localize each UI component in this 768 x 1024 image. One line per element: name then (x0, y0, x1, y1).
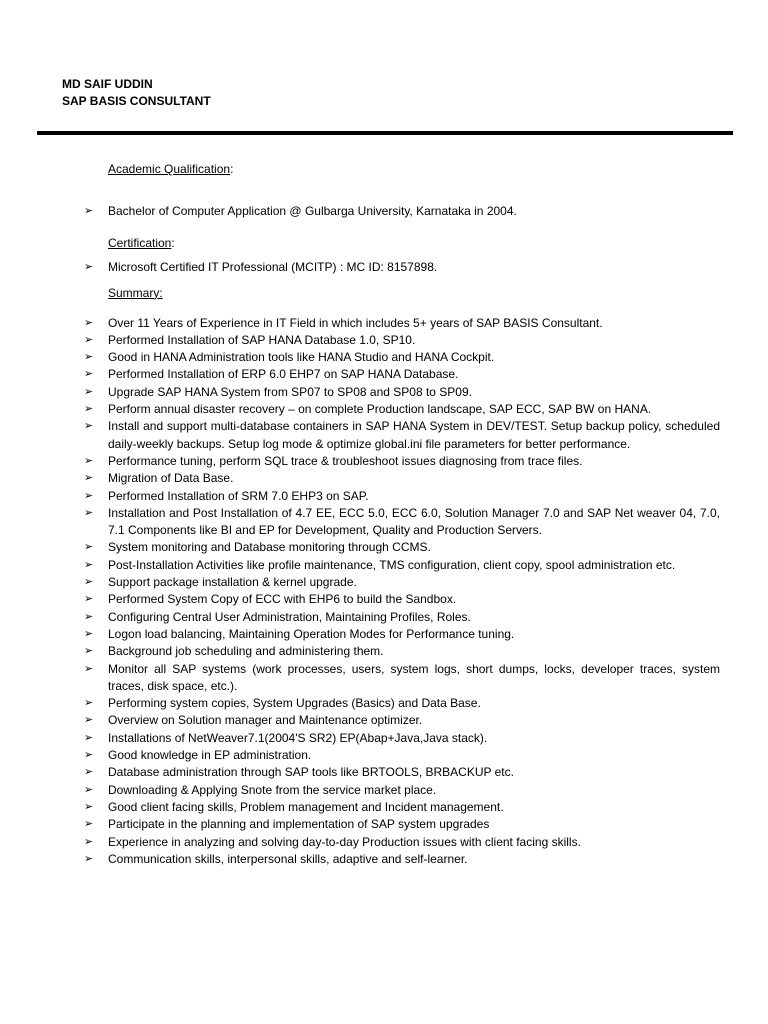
list-item (84, 401, 720, 418)
arrowhead-bullet-icon: ➢ (84, 205, 94, 217)
section-title-certification-suffix: : (171, 236, 175, 251)
summary-list (84, 315, 720, 869)
list-item-text: Performed System Copy of ECC with EHP6 to build the Sandbox. (108, 592, 457, 607)
list-item-text: System monitoring and Database monitoring through CCMS. (108, 540, 431, 555)
academic-list (84, 203, 720, 220)
certification-list (84, 259, 720, 276)
section-title-academic (108, 161, 720, 178)
list-item (84, 782, 720, 799)
list-item (84, 816, 720, 833)
list-item (84, 384, 720, 401)
arrowhead-bullet-icon: ➢ (84, 835, 94, 848)
arrowhead-bullet-icon: ➢ (84, 697, 94, 710)
list-item-text: Install and support multi-database containers in SAP HANA System in DEV/TEST. Setup backup policy, scheduled daily-weekly backups. Setup log mode & optimize global.ini file parameters for better performance. (108, 419, 720, 451)
list-item (84, 557, 720, 574)
list-item-text: Good in HANA Administration tools like HANA Studio and HANA Cockpit. (108, 350, 495, 365)
arrowhead-bullet-icon: ➢ (84, 316, 94, 329)
list-item-text: Communication skills, interpersonal skills, adaptive and self-learner. (108, 851, 468, 866)
list-item (84, 488, 720, 505)
arrowhead-bullet-icon: ➢ (84, 351, 94, 364)
resume-body (84, 161, 720, 868)
list-item-text: Migration of Data Base. (108, 471, 234, 486)
list-item (84, 418, 720, 453)
arrowhead-bullet-icon: ➢ (84, 368, 94, 381)
list-item (84, 539, 720, 556)
arrowhead-bullet-icon: ➢ (84, 403, 94, 416)
list-item-text: Over 11 Years of Experience in IT Field in which includes 5+ years of SAP BASIS Consultant. (108, 315, 603, 330)
list-item (84, 730, 720, 747)
arrowhead-bullet-icon: ➢ (84, 731, 94, 744)
list-item (84, 834, 720, 851)
arrowhead-bullet-icon: ➢ (84, 541, 94, 554)
arrowhead-bullet-icon: ➢ (84, 576, 94, 589)
list-item-text: Performance tuning, perform SQL trace & troubleshoot issues diagnosing from trace files. (108, 453, 583, 468)
list-item (84, 470, 720, 487)
list-item (84, 366, 720, 383)
list-item-text: Perform annual disaster recovery – on complete Production landscape, SAP ECC, SAP BW on HANA. (108, 402, 652, 417)
arrowhead-bullet-icon: ➢ (84, 766, 94, 779)
list-item-text: Experience in analyzing and solving day-to-day Production issues with client facing skills. (108, 834, 581, 849)
section-title-academic-suffix: : (230, 162, 234, 176)
list-item (84, 643, 720, 660)
arrowhead-bullet-icon: ➢ (84, 818, 94, 831)
list-item-text: Good knowledge in EP administration. (108, 748, 312, 763)
list-item (84, 609, 720, 626)
list-item (84, 349, 720, 366)
arrowhead-bullet-icon: ➢ (84, 610, 94, 623)
list-item (84, 626, 720, 643)
list-item (84, 505, 720, 540)
list-item-text: Configuring Central User Administration, Maintaining Profiles, Roles. (108, 609, 471, 624)
list-item-text: Database administration through SAP tools like BRTOOLS, BRBACKUP etc. (108, 765, 514, 780)
list-item-text: Overview on Solution manager and Maintenance optimizer. (108, 713, 423, 728)
arrowhead-bullet-icon: ➢ (84, 783, 94, 796)
list-item-text: Performing system copies, System Upgrades (Basics) and Data Base. (108, 696, 481, 711)
arrowhead-bullet-icon: ➢ (84, 662, 94, 675)
section-title-summary (108, 285, 720, 302)
section-title-certification (108, 235, 720, 252)
arrowhead-bullet-icon: ➢ (84, 645, 94, 658)
arrowhead-bullet-icon: ➢ (84, 385, 94, 398)
arrowhead-bullet-icon: ➢ (84, 261, 94, 274)
arrowhead-bullet-icon: ➢ (84, 852, 94, 865)
list-item-text: Performed Installation of SRM 7.0 EHP3 on SAP. (108, 488, 369, 503)
list-item-text: Post-Installation Activities like profile maintenance, TMS configuration, client copy, spool administration etc. (108, 557, 676, 572)
arrowhead-bullet-icon: ➢ (84, 593, 94, 606)
list-item (84, 574, 720, 591)
arrowhead-bullet-icon: ➢ (84, 749, 94, 762)
candidate-title: SAP BASIS CONSULTANT (62, 94, 211, 108)
list-item-text: Participate in the planning and implementation of SAP system upgrades (108, 817, 490, 832)
resume-header (62, 76, 211, 110)
header-divider (37, 131, 733, 135)
list-item-text: Downloading & Applying Snote from the service market place. (108, 782, 437, 797)
list-item-text: Good client facing skills, Problem management and Incident management. (108, 799, 504, 814)
list-item-text: Logon load balancing, Maintaining Operation Modes for Performance tuning. (108, 626, 515, 641)
list-item-text: Background job scheduling and administering them. (108, 644, 384, 659)
list-item (84, 315, 720, 332)
list-item-text: Installations of NetWeaver7.1(2004'S SR2) EP(Abap+Java,Java stack). (108, 730, 488, 745)
list-item (84, 747, 720, 764)
arrowhead-bullet-icon: ➢ (84, 472, 94, 485)
section-title-academic-text: Academic Qualification (108, 162, 231, 176)
list-item-text: Performed Installation of ERP 6.0 EHP7 on SAP HANA Database. (108, 367, 459, 382)
list-item (84, 259, 720, 276)
arrowhead-bullet-icon: ➢ (84, 454, 94, 467)
section-title-summary-text: Summary: (108, 285, 163, 300)
candidate-name: MD SAIF UDDIN (62, 77, 153, 91)
list-item (84, 591, 720, 608)
list-item-text: Microsoft Certified IT Professional (MCITP) : MC ID: 8157898. (108, 260, 438, 275)
list-item (84, 332, 720, 349)
list-item (84, 661, 720, 696)
list-item (84, 695, 720, 712)
list-item-text: Monitor all SAP systems (work processes, users, system logs, short dumps, locks, developer traces, system traces, disk space, etc.). (108, 661, 720, 693)
list-item-text: Bachelor of Computer Application @ Gulbarga University, Karnataka in 2004. (108, 204, 517, 218)
list-item (84, 764, 720, 781)
list-item-text: Support package installation & kernel upgrade. (108, 575, 357, 590)
arrowhead-bullet-icon: ➢ (84, 558, 94, 571)
list-item (84, 712, 720, 729)
section-title-certification-text: Certification (108, 236, 172, 251)
arrowhead-bullet-icon: ➢ (84, 333, 94, 346)
arrowhead-bullet-icon: ➢ (84, 489, 94, 502)
list-item (84, 203, 720, 220)
arrowhead-bullet-icon: ➢ (84, 420, 94, 433)
arrowhead-bullet-icon: ➢ (84, 800, 94, 813)
list-item-text: Performed Installation of SAP HANA Database 1.0, SP10. (108, 332, 416, 347)
list-item (84, 799, 720, 816)
arrowhead-bullet-icon: ➢ (84, 627, 94, 640)
arrowhead-bullet-icon: ➢ (84, 714, 94, 727)
list-item-text: Upgrade SAP HANA System from SP07 to SP08 and SP08 to SP09. (108, 384, 472, 399)
list-item-text: Installation and Post Installation of 4.7 EE, ECC 5.0, ECC 6.0, Solution Manager 7.0 and SAP Net weaver 04, 7.0, 7.1 Components like BI and EP for Development, Quality and Production Servers. (108, 505, 720, 538)
list-item (84, 851, 720, 868)
arrowhead-bullet-icon: ➢ (84, 506, 94, 519)
list-item (84, 453, 720, 470)
